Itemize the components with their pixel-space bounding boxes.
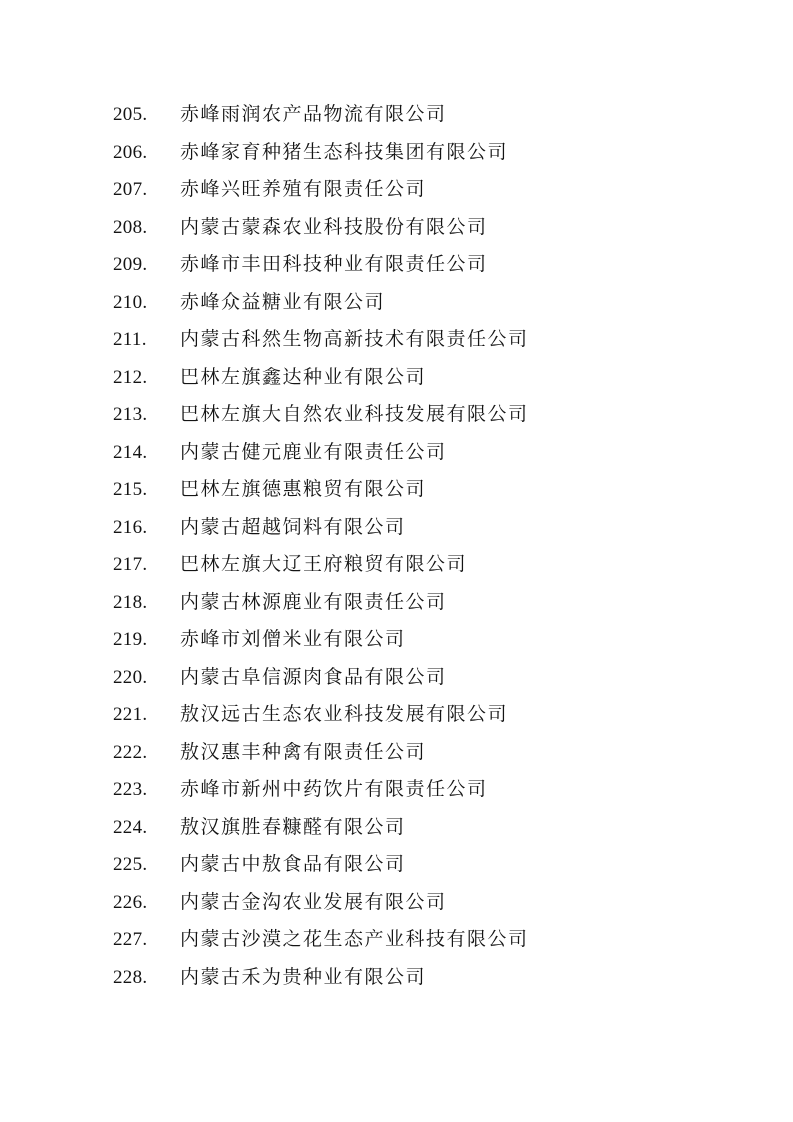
list-item-number: 219. [113, 629, 148, 650]
list-item [113, 471, 733, 509]
list-item-number: 205. [113, 104, 148, 125]
list-item [113, 96, 733, 134]
list-item [113, 209, 733, 247]
list-item-number: 207. [113, 179, 148, 200]
list-item-number: 227. [113, 929, 148, 950]
list-item-number: 225. [113, 854, 148, 875]
list-item-number: 206. [113, 141, 148, 163]
company-name: 敖汉旗胜春糠醛有限公司 [180, 816, 406, 838]
list-item [113, 884, 733, 922]
list-item [113, 771, 733, 809]
company-name: 内蒙古超越饲料有限公司 [180, 516, 406, 538]
list-item [113, 134, 733, 172]
company-name: 内蒙古阜信源肉食品有限公司 [180, 666, 447, 688]
company-name: 巴林左旗大自然农业科技发展有限公司 [180, 404, 529, 425]
list-item-number: 220. [113, 666, 148, 688]
list-item-number: 226. [113, 891, 148, 913]
list-item-number: 224. [113, 816, 148, 838]
list-item [113, 696, 733, 734]
company-name: 巴林左旗德惠粮贸有限公司 [180, 479, 427, 500]
list-item [113, 659, 733, 697]
company-name: 敖汉远古生态农业科技发展有限公司 [180, 704, 509, 725]
list-item [113, 434, 733, 472]
list-item [113, 396, 733, 434]
list-item [113, 509, 733, 547]
company-name: 敖汉惠丰种禽有限责任公司 [180, 741, 427, 763]
list-item [113, 284, 733, 322]
list-item-number: 210. [113, 291, 148, 313]
list-item [113, 546, 733, 584]
list-item [113, 359, 733, 397]
company-name: 巴林左旗鑫达种业有限公司 [180, 366, 427, 388]
list-item-number: 213. [113, 404, 148, 425]
list-item [113, 246, 733, 284]
list-item [113, 846, 733, 884]
company-name: 内蒙古林源鹿业有限责任公司 [180, 591, 447, 613]
list-item-number: 209. [113, 254, 148, 275]
company-name: 赤峰雨润农产品物流有限公司 [180, 104, 447, 125]
company-name: 赤峰众益糖业有限公司 [180, 291, 386, 313]
list-item-number: 208. [113, 216, 148, 238]
list-item-number: 228. [113, 966, 148, 988]
list-item-number: 223. [113, 779, 148, 800]
company-name: 内蒙古金沟农业发展有限公司 [180, 891, 447, 913]
company-name: 内蒙古蒙森农业科技股份有限公司 [180, 216, 488, 238]
list-item-number: 216. [113, 516, 148, 538]
list-item-number: 218. [113, 591, 148, 613]
list-item [113, 621, 733, 659]
company-list [113, 96, 733, 996]
company-name: 内蒙古沙漠之花生态产业科技有限公司 [180, 929, 529, 950]
list-item [113, 584, 733, 622]
company-name: 内蒙古禾为贵种业有限公司 [180, 966, 427, 988]
list-item-number: 215. [113, 479, 148, 500]
company-name: 内蒙古中敖食品有限公司 [180, 854, 406, 875]
list-item-number: 221. [113, 704, 148, 725]
company-name: 赤峰兴旺养殖有限责任公司 [180, 179, 427, 200]
company-name: 内蒙古健元鹿业有限责任公司 [180, 441, 447, 463]
list-item [113, 809, 733, 847]
company-name: 赤峰市新州中药饮片有限责任公司 [180, 779, 488, 800]
list-item [113, 171, 733, 209]
list-item-number: 217. [113, 554, 148, 575]
list-item-number: 211. [113, 329, 147, 350]
list-item [113, 959, 733, 997]
company-name: 赤峰市丰田科技种业有限责任公司 [180, 254, 488, 275]
company-name: 赤峰家育种猪生态科技集团有限公司 [180, 141, 509, 163]
list-item [113, 734, 733, 772]
list-item-number: 212. [113, 366, 148, 388]
company-name: 内蒙古科然生物高新技术有限责任公司 [180, 329, 529, 350]
list-item [113, 921, 733, 959]
list-item-number: 214. [113, 441, 148, 463]
list-item-number: 222. [113, 741, 148, 763]
company-name: 赤峰市刘僧米业有限公司 [180, 629, 406, 650]
list-item [113, 321, 733, 359]
company-name: 巴林左旗大辽王府粮贸有限公司 [180, 554, 468, 575]
